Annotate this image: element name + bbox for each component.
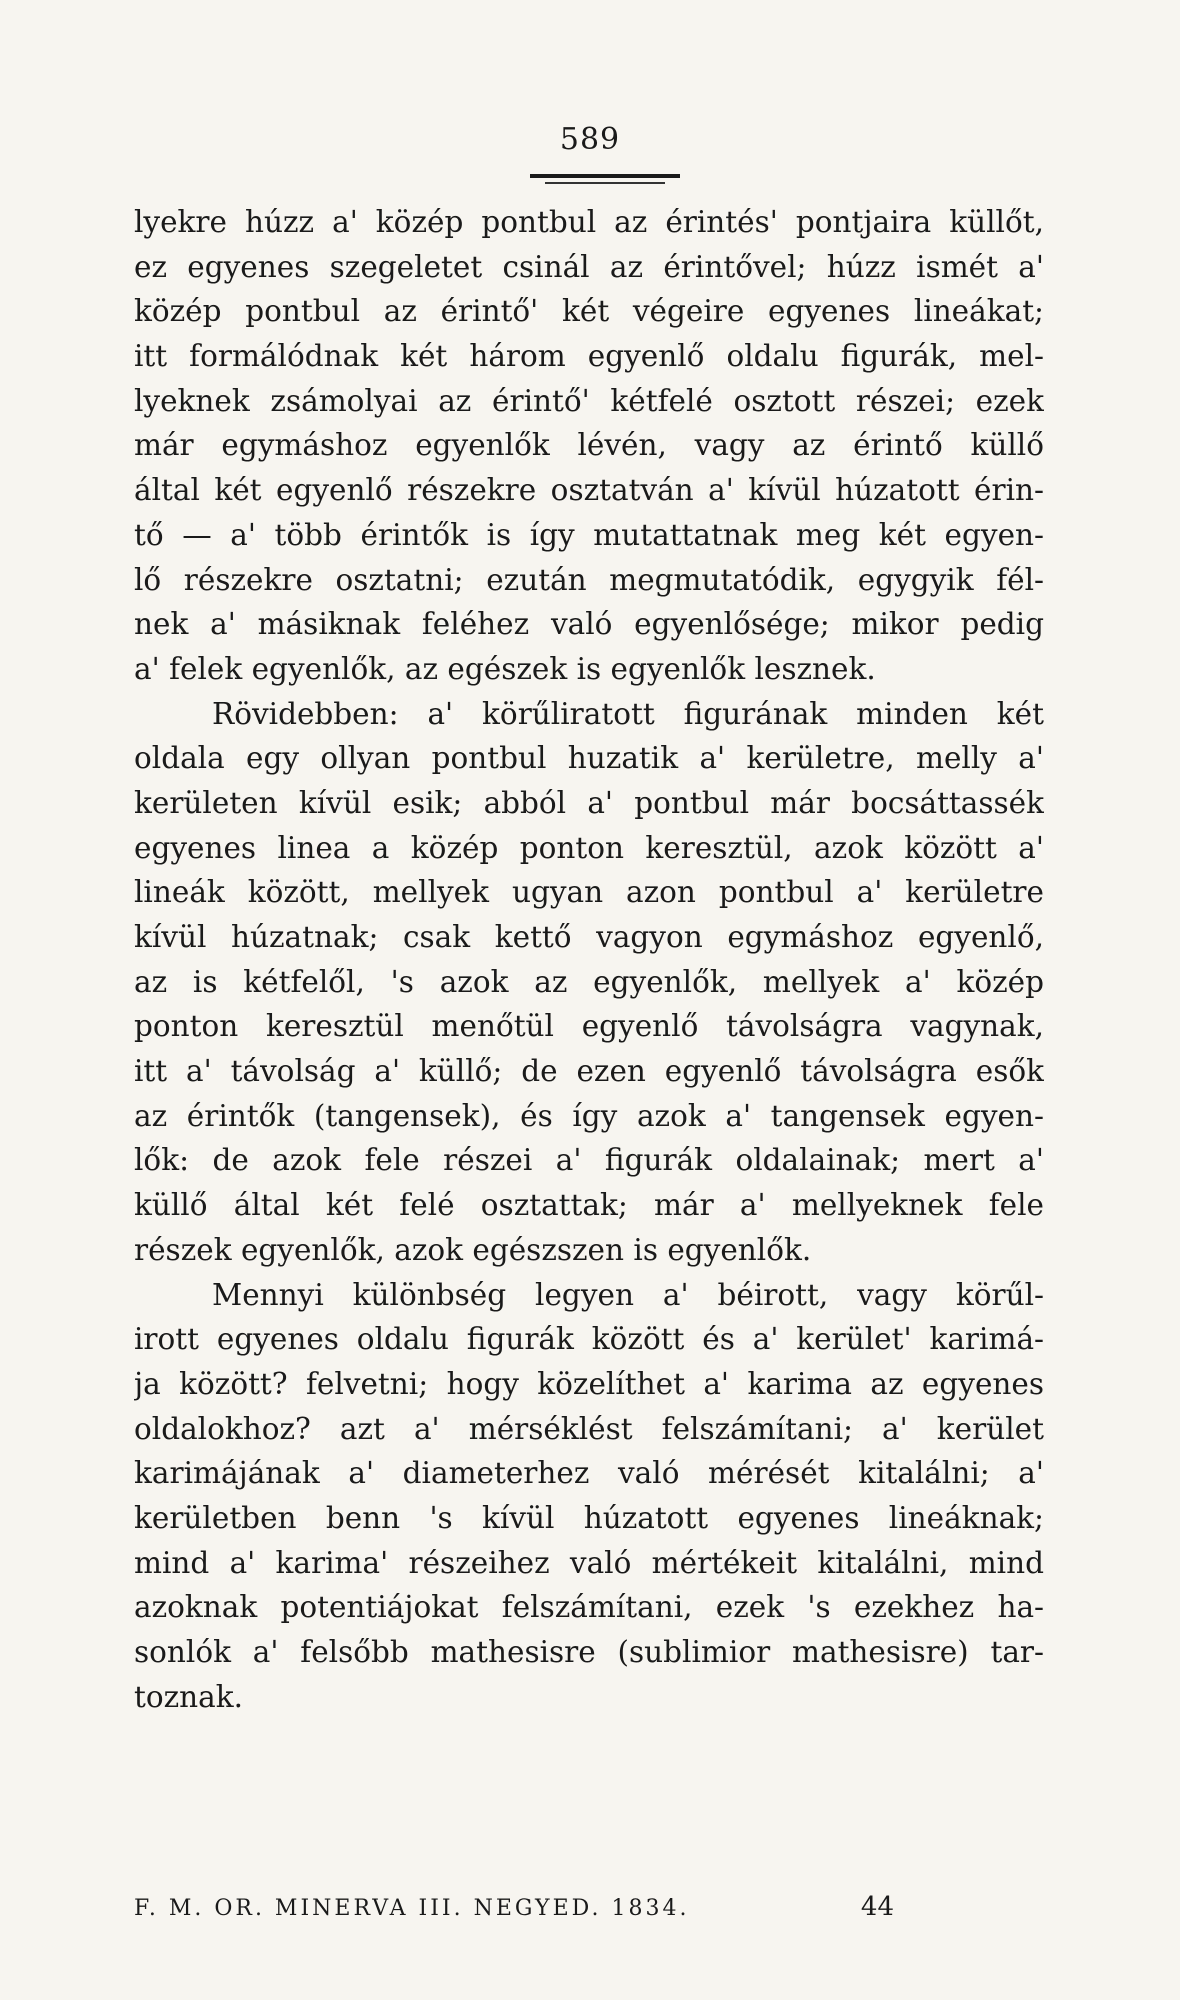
text-line: az is kétfelől, 's azok az egyenlők, mellyek a' közép xyxy=(134,964,1044,999)
text-line: lyeknek zsámolyai az érintő' kétfelé osztott részei; ezek xyxy=(134,383,1044,418)
header-rule-thin xyxy=(545,182,665,184)
footer-sheet-number: 44 xyxy=(860,1892,894,1922)
header-rule xyxy=(530,174,680,178)
text-line: itt formálódnak két három egyenlő oldalu figurák, mel- xyxy=(134,339,1044,374)
text-line: ez egyenes szegeletet csinál az érintővel; húzz ismét a' xyxy=(134,249,1044,284)
text-line: oldalokhoz? azt a' mérséklést felszámítani; a' kerület xyxy=(134,1411,1044,1446)
text-line: kerületen kívül esik; abból a' pontbul már bocsáttassék xyxy=(134,785,1044,820)
text-line: kívül húzatnak; csak kettő vagyon egymáshoz egyenlő, xyxy=(134,920,1044,954)
text-line: sonlók a' felsőbb mathesisre (sublimior mathesisre) tar- xyxy=(134,1635,1044,1669)
text-line: nek a' másiknak feléhez való egyenlősége; mikor pedig xyxy=(134,607,1044,642)
body-text xyxy=(134,200,1044,1719)
text-line: ja között? felvetni; hogy közelíthet a' karima az egyenes xyxy=(134,1366,1044,1401)
text-line: részek egyenlők, azok egészszen is egyenlők. xyxy=(134,1232,812,1267)
text-line: oldala egy ollyan pontbul huzatik a' kerületre, melly a' xyxy=(134,741,1044,776)
text-line: az érintők (tangensek), és így azok a' tangensek egyen- xyxy=(134,1098,1044,1133)
text-line: toznak. xyxy=(134,1679,243,1714)
text-line: lő részekre osztatni; ezután megmutatódik, egygyik fél- xyxy=(134,562,1044,597)
text-line: már egymáshoz egyenlők lévén, vagy az érintő küllő xyxy=(134,428,1044,463)
text-line: irott egyenes oldalu figurák között és a' kerület' karimá- xyxy=(134,1322,1044,1357)
text-line: itt a' távolság a' küllő; de ezen egyenlő távolságra esők xyxy=(134,1054,1044,1089)
footer xyxy=(134,1892,894,1922)
text-line: egyenes linea a közép ponton keresztül, azok között a' xyxy=(134,830,1044,865)
text-line: közép pontbul az érintő' két végeire egyenes lineákat; xyxy=(134,294,1044,329)
text-line: kerületben benn 's kívül húzatott egyenes lineáknak; xyxy=(134,1500,1044,1535)
text-line: azoknak potentiájokat felszámítani, ezek 's ezekhez ha- xyxy=(134,1590,1044,1625)
text-line: ponton keresztül menőtül egyenlő távolságra vagynak, xyxy=(134,1009,1044,1044)
text-line: küllő által két felé osztattak; már a' mellyeknek fele xyxy=(134,1188,1044,1223)
text-line: által két egyenlő részekre osztatván a' kívül húzatott érin- xyxy=(134,473,1044,508)
text-line: lők: de azok fele részei a' figurák oldalainak; mert a' xyxy=(134,1143,1044,1178)
text-line: karimájának a' diameterhez való mérését kitalálni; a' xyxy=(134,1456,1044,1491)
text-line: lyekre húzz a' közép pontbul az érintés' pontjaira küllőt, xyxy=(134,205,1044,239)
text-line: lineák között, mellyek ugyan azon pontbul a' kerületre xyxy=(134,875,1044,910)
footer-signature: F. M. OR. MINERVA III. NEGYED. 1834. xyxy=(134,1896,690,1921)
text-line: Mennyi különbség legyen a' béirott, vagy körűl- xyxy=(212,1277,1044,1312)
text-line: tő — a' több érintők is így mutattatnak meg két egyen- xyxy=(134,517,1044,552)
text-line: a' felek egyenlők, az egészek is egyenlők lesznek. xyxy=(134,651,876,686)
text-line: Rövidebben: a' körűliratott figurának minden két xyxy=(212,696,1044,731)
page-number: 589 xyxy=(559,122,621,157)
text-line: mind a' karima' részeihez való mértékeit kitalálni, mind xyxy=(134,1545,1044,1580)
